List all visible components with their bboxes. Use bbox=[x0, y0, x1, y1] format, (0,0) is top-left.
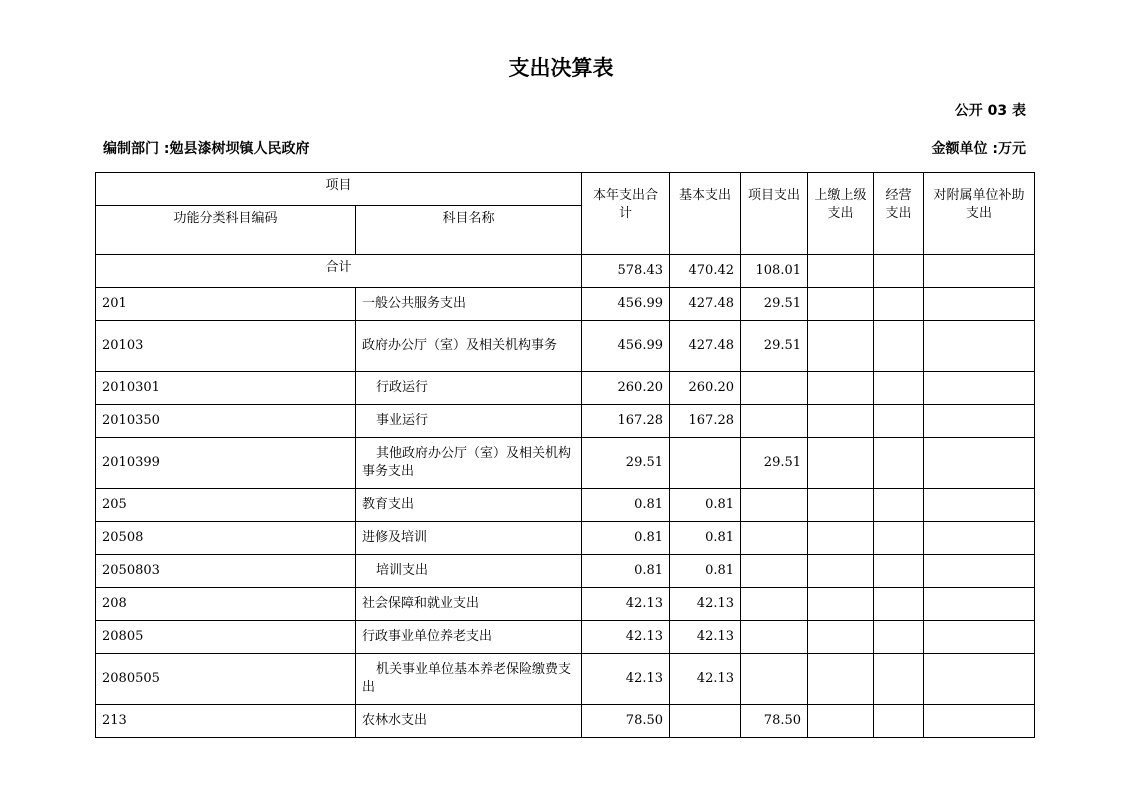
row-code: 201 bbox=[96, 288, 356, 321]
row-code: 2080505 bbox=[96, 654, 356, 705]
row-subsidy bbox=[924, 588, 1035, 621]
row-basic: 167.28 bbox=[670, 405, 741, 438]
header-subsidy: 对附属单位补助支出 bbox=[924, 173, 1035, 255]
row-business bbox=[874, 321, 924, 372]
row-total: 0.81 bbox=[582, 522, 670, 555]
header-code: 功能分类科目编码 bbox=[96, 206, 356, 255]
form-number: 公开 03 表 bbox=[954, 103, 1026, 119]
row-business bbox=[874, 489, 924, 522]
row-upper bbox=[808, 489, 874, 522]
row-business bbox=[874, 438, 924, 489]
table-row bbox=[96, 588, 1035, 621]
row-upper bbox=[808, 372, 874, 405]
row-total: 78.50 bbox=[582, 705, 670, 738]
row-total: 0.81 bbox=[582, 555, 670, 588]
row-subsidy bbox=[924, 555, 1035, 588]
row-subsidy bbox=[924, 489, 1035, 522]
row-name: 培训支出 bbox=[356, 555, 582, 588]
row-total: 42.13 bbox=[582, 588, 670, 621]
row-total: 456.99 bbox=[582, 321, 670, 372]
row-code: 20508 bbox=[96, 522, 356, 555]
row-basic bbox=[670, 705, 741, 738]
row-basic bbox=[670, 438, 741, 489]
row-subsidy bbox=[924, 321, 1035, 372]
row-code: 2010399 bbox=[96, 438, 356, 489]
row-name: 机关事业单位基本养老保险缴费支出 bbox=[356, 654, 582, 705]
row-subsidy bbox=[924, 654, 1035, 705]
row-code: 205 bbox=[96, 489, 356, 522]
department-label: 编制部门 :勉县漆树坝镇人民政府 bbox=[103, 141, 310, 157]
row-name: 教育支出 bbox=[356, 489, 582, 522]
header-name: 科目名称 bbox=[356, 206, 582, 255]
row-upper bbox=[808, 555, 874, 588]
row-code: 2050803 bbox=[96, 555, 356, 588]
row-name: 行政运行 bbox=[356, 372, 582, 405]
row-subsidy bbox=[924, 705, 1035, 738]
header-total: 本年支出合计 bbox=[582, 173, 670, 255]
header-item: 项目 bbox=[96, 173, 582, 206]
row-business bbox=[874, 705, 924, 738]
expenditure-table bbox=[95, 172, 1035, 738]
table-row bbox=[96, 438, 1035, 489]
row-upper bbox=[808, 588, 874, 621]
header-row-1 bbox=[96, 173, 1035, 206]
row-code: 2010350 bbox=[96, 405, 356, 438]
row-upper bbox=[808, 405, 874, 438]
row-total: 42.13 bbox=[582, 621, 670, 654]
row-project bbox=[741, 555, 808, 588]
table-row bbox=[96, 288, 1035, 321]
row-upper bbox=[808, 705, 874, 738]
row-upper bbox=[808, 621, 874, 654]
table-row bbox=[96, 321, 1035, 372]
row-name: 政府办公厅（室）及相关机构事务 bbox=[356, 321, 582, 372]
row-basic: 42.13 bbox=[670, 654, 741, 705]
table-row bbox=[96, 555, 1035, 588]
row-project bbox=[741, 522, 808, 555]
row-name: 社会保障和就业支出 bbox=[356, 588, 582, 621]
row-business bbox=[874, 555, 924, 588]
table-row bbox=[96, 705, 1035, 738]
row-business bbox=[874, 621, 924, 654]
row-subsidy bbox=[924, 621, 1035, 654]
row-project: 29.51 bbox=[741, 321, 808, 372]
row-total: 42.13 bbox=[582, 654, 670, 705]
total-label: 合计 bbox=[96, 255, 582, 288]
row-upper bbox=[808, 522, 874, 555]
row-basic: 42.13 bbox=[670, 588, 741, 621]
total-business bbox=[874, 255, 924, 288]
row-project bbox=[741, 405, 808, 438]
row-basic: 0.81 bbox=[670, 522, 741, 555]
header-upper: 上缴上级支出 bbox=[808, 173, 874, 255]
row-basic: 427.48 bbox=[670, 321, 741, 372]
total-basic: 470.42 bbox=[670, 255, 741, 288]
row-business bbox=[874, 588, 924, 621]
row-business bbox=[874, 372, 924, 405]
row-business bbox=[874, 288, 924, 321]
row-upper bbox=[808, 321, 874, 372]
row-code: 20805 bbox=[96, 621, 356, 654]
table-row bbox=[96, 522, 1035, 555]
row-project bbox=[741, 489, 808, 522]
row-project bbox=[741, 372, 808, 405]
row-name: 事业运行 bbox=[356, 405, 582, 438]
row-basic: 260.20 bbox=[670, 372, 741, 405]
row-project: 29.51 bbox=[741, 438, 808, 489]
header-project: 项目支出 bbox=[741, 173, 808, 255]
row-subsidy bbox=[924, 372, 1035, 405]
row-code: 2010301 bbox=[96, 372, 356, 405]
table-row bbox=[96, 654, 1035, 705]
row-total: 456.99 bbox=[582, 288, 670, 321]
header-business: 经营支出 bbox=[874, 173, 924, 255]
row-subsidy bbox=[924, 405, 1035, 438]
total-subsidy bbox=[924, 255, 1035, 288]
row-project: 29.51 bbox=[741, 288, 808, 321]
row-business bbox=[874, 405, 924, 438]
row-project: 78.50 bbox=[741, 705, 808, 738]
row-code: 213 bbox=[96, 705, 356, 738]
total-row bbox=[96, 255, 1035, 288]
row-project bbox=[741, 654, 808, 705]
row-project bbox=[741, 588, 808, 621]
total-upper bbox=[808, 255, 874, 288]
row-name: 进修及培训 bbox=[356, 522, 582, 555]
row-basic: 0.81 bbox=[670, 489, 741, 522]
table-row bbox=[96, 621, 1035, 654]
table-row bbox=[96, 372, 1035, 405]
row-name: 一般公共服务支出 bbox=[356, 288, 582, 321]
row-project bbox=[741, 621, 808, 654]
row-total: 29.51 bbox=[582, 438, 670, 489]
row-subsidy bbox=[924, 438, 1035, 489]
row-upper bbox=[808, 654, 874, 705]
amount-unit-label: 金额单位 :万元 bbox=[931, 141, 1026, 157]
table-row bbox=[96, 405, 1035, 438]
row-subsidy bbox=[924, 522, 1035, 555]
row-name: 行政事业单位养老支出 bbox=[356, 621, 582, 654]
row-name: 农林水支出 bbox=[356, 705, 582, 738]
header-basic: 基本支出 bbox=[670, 173, 741, 255]
total-amount: 578.43 bbox=[582, 255, 670, 288]
row-subsidy bbox=[924, 288, 1035, 321]
row-basic: 42.13 bbox=[670, 621, 741, 654]
row-code: 208 bbox=[96, 588, 356, 621]
row-total: 0.81 bbox=[582, 489, 670, 522]
row-business bbox=[874, 522, 924, 555]
row-basic: 0.81 bbox=[670, 555, 741, 588]
table-row bbox=[96, 489, 1035, 522]
row-code: 20103 bbox=[96, 321, 356, 372]
row-total: 167.28 bbox=[582, 405, 670, 438]
row-business bbox=[874, 654, 924, 705]
row-upper bbox=[808, 438, 874, 489]
row-upper bbox=[808, 288, 874, 321]
total-project: 108.01 bbox=[741, 255, 808, 288]
row-name: 其他政府办公厅（室）及相关机构事务支出 bbox=[356, 438, 582, 489]
page-title: 支出决算表 bbox=[508, 56, 614, 80]
row-total: 260.20 bbox=[582, 372, 670, 405]
row-basic: 427.48 bbox=[670, 288, 741, 321]
